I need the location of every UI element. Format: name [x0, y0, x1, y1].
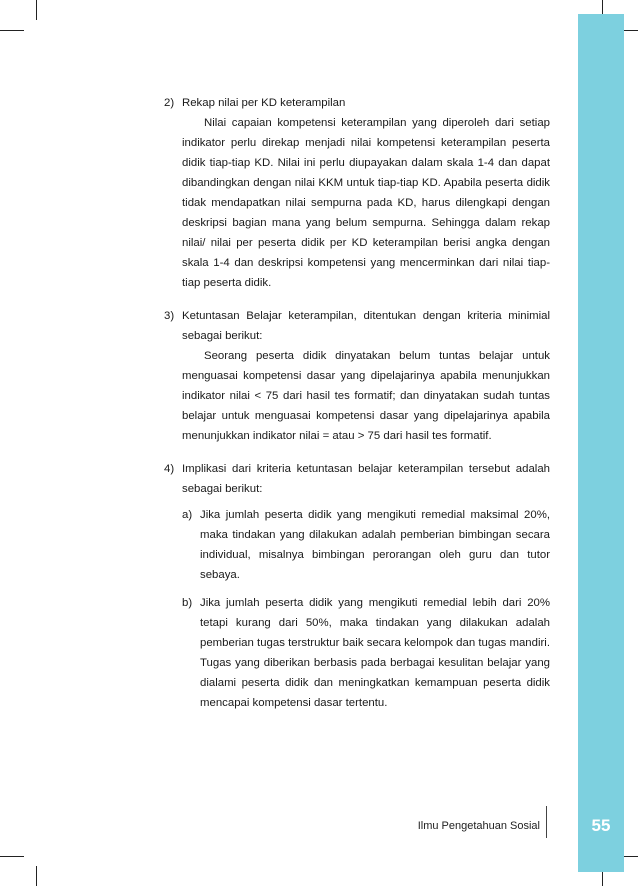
list-item-text: Jika jumlah peserta didik yang mengikuti remedial lebih dari 20% tetapi kurang dari 50%, maka tindakan yang dilakukan adalah pemberian tugas terstruktur baik secara kelompok dan tugas mandiri. Tugas yang diberikan berbasis pada berbagai kesulitan belajar yang dialami peserta didik dan meningkatkan kemampuan peserta didik mencapai kompetensi dasar tertentu.: [200, 597, 550, 709]
section-3-heading-text: Ketuntasan Belajar keterampilan, ditentukan dengan kriteria minimial sebagai berikut:: [182, 310, 550, 342]
side-color-bar: [578, 14, 624, 872]
list-item: [182, 505, 550, 585]
section-2-number: 2): [164, 97, 175, 109]
crop-mark-top-left-h: [0, 30, 24, 31]
crop-mark-bottom-left-h: [0, 856, 24, 857]
list-item-text: Jika jumlah peserta didik yang mengikuti remedial maksimal 20%, maka tindakan yang dilakukan adalah pemberian bimbingan secara individual, misalnya bimbingan perorangan oleh guru dan tutor sebaya.: [200, 509, 550, 581]
list-item: [182, 593, 550, 713]
section-4-heading: [164, 459, 550, 499]
section-2-body: Nilai capaian kompetensi keterampilan yang diperoleh dari setiap indikator perlu direkap menjadi nilai kompetensi keterampilan peserta didik tiap-tiap KD. Nilai ini perlu diupayakan dalam skala 1-4 dan dapat dibandingkan dengan nilai KKM untuk tiap-tiap KD. Apabila peserta didik tidak mendapatkan nilai sempurna pada KD, harus dilengkapi dengan deskripsi bagian mana yang belum sempurna. Sehingga dalam rekap nilai/ nilai per peserta didik per KD keterampilan berisi angka dengan skala 1-4 dan deskripsi kompetensi yang mencerminkan dari nilai tiap-tiap peserta didik.: [182, 117, 550, 289]
section-2: [164, 93, 550, 293]
list-item-label: b): [182, 597, 193, 609]
section-4-heading-text: Implikasi dari kriteria ketuntasan belajar keterampilan tersebut adalah sebagai berikut:: [182, 463, 550, 495]
section-3-body: Seorang peserta didik dinyatakan belum tuntas belajar untuk menguasai kompetensi dasar yang dipelajarinya apabila menunjukkan indikator nilai < 75 dari hasil tes formatif; dan dinyatakan sudah tuntas belajar untuk menguasai kompetensi dasar yang dipelajarinya apabila menunjukkan indikator nilai = atau > 75 dari hasil tes formatif.: [182, 350, 550, 442]
main-content: [164, 93, 550, 726]
footer-book-title: Ilmu Pengetahuan Sosial: [417, 820, 540, 832]
section-4-number: 4): [164, 463, 175, 475]
page-number: 55: [591, 816, 611, 835]
section-4: [164, 459, 550, 713]
list-item-label: a): [182, 509, 193, 521]
section-3-heading: [164, 306, 550, 346]
section-2-heading-text: Rekap nilai per KD keterampilan: [182, 97, 346, 109]
footer-divider: [546, 806, 547, 838]
section-2-heading: [164, 93, 550, 113]
crop-mark-bottom-left-v: [36, 866, 37, 886]
section-3-number: 3): [164, 310, 175, 322]
crop-mark-top-left-v: [36, 0, 37, 20]
section-3: [164, 306, 550, 446]
